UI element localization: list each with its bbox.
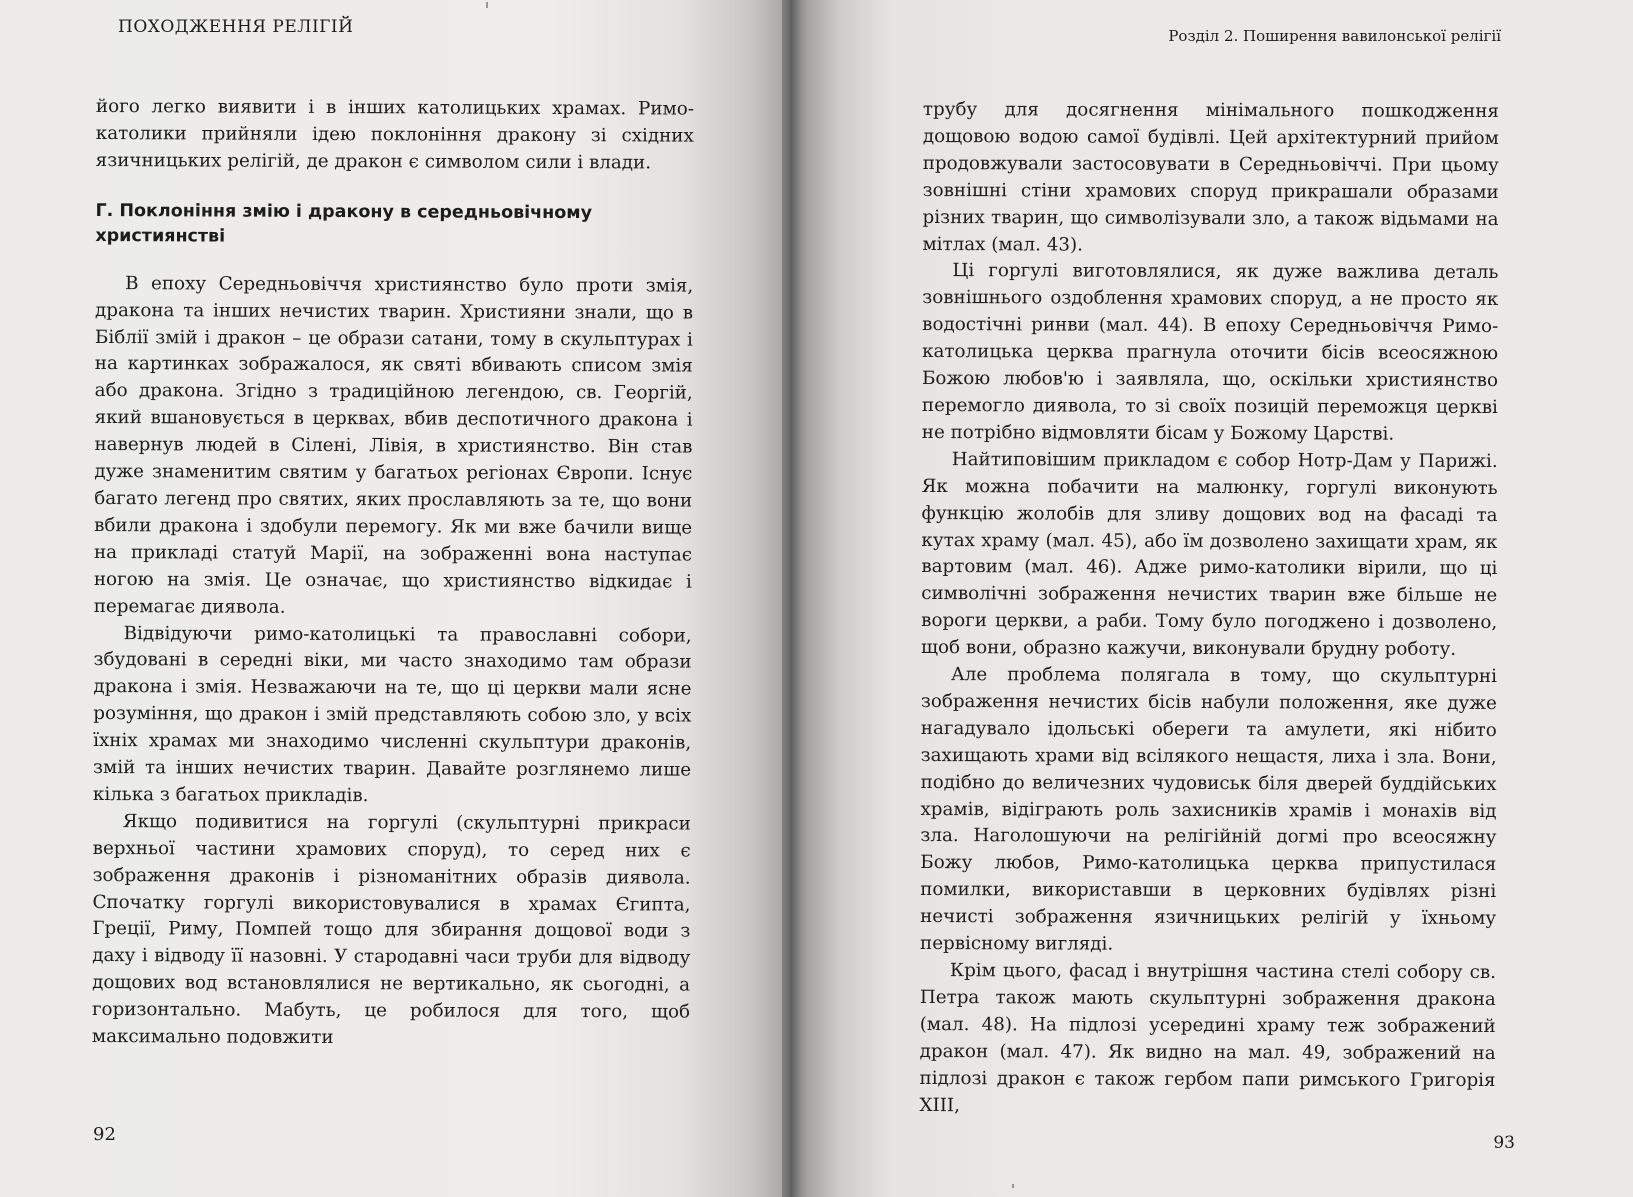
book-spine-shadow: [782, 0, 800, 1197]
page-number-right: 93: [1493, 1133, 1515, 1153]
page-number-left: 92: [93, 1124, 116, 1145]
body-paragraph: В епоху Середньовіччя християнство було проти змія, дракона та інших нечистих тварин. Християни знали, що в Біблії змій і дракон – це образи сатани, тому в скульптурах і на картинках зображалося, як святі вбивають списом змія або дракона. Згідно з традиційною легендою, св. Георгій, який вшановується в церквах, вбив деспотичного дракона і навернув людей в Сілені, Лівія, в християнство. Він став дуже знаменитим святим у багатьох регіонах Європи. Існує багато легенд про святих, яких прославляють за те, що вони вбили дракона і здобули перемогу. Як ми вже бачили вище на прикладі статуй Марії, на зображенні вона наступає ногою на змія. Це означає, що християнство відкидає і перемагає диявола.: [93, 272, 694, 618]
right-page: [790, 0, 1633, 1197]
body-paragraph: Крім цього, фасад і внутрішня частина стелі собору св. Петра також мають скульптурні зображення дракона (мал. 48). На підлозі усередині храму теж зображений дракон (мал. 47). Як видно на мал. 49, зображений на підлозі дракон є також гербом папи римського Григорія XIII,: [919, 960, 1496, 1116]
body-paragraph: Відвідуючи римо-католицькі та православні собори, збудовані в середні віки, ми часто знаходимо там образи дракона і змія. Незважаючи на те, що ці церкви мали ясне розуміння, що дракон і змій представляють собою зло, у всіх їхніх храмах ми знаходимо численні скульптури драконів, змій та інших нечистих тварин. Давайте розглянемо лише кілька з багатьох прикладів.: [92, 622, 692, 807]
scan-speck: [486, 2, 488, 8]
left-page: [0, 0, 790, 1197]
body-paragraph: Найтиповішим прикладом є собор Нотр-Дам у Парижі. Як можна побачити на малюнку, горгулі виконують функцію жолобів для зливу дощових вод на фасаді та кутах храму (мал. 45), або їм дозволено захищати храм, як вартовим (мал. 46). Адже римо-католики вірили, що ці символічні зображення нечистих тварин вже більше не вороги церкви, а раби. Тому було погоджено і дозволено, щоб вони, образно кажучи, виконували брудну роботу.: [921, 448, 1498, 660]
body-paragraph: Ці горгулі виготовлялися, як дуже важлива деталь зовнішнього оздоблення храмових споруд, а не просто як водостічні ринви (мал. 44). В епоху Середньовіччя Римо-католицька церква прагнула оточити бісів всеосяжною Божою любов'ю і заявляла, що, оскільки християнство перемогло диявола, то зі своїх позицій переможця церкві не потрібно відмовляти бісам у Божому Царстві.: [921, 260, 1499, 445]
body-paragraph: Але проблема полягала в тому, що скульптурні зображення нечистих бісів набули положення, яке дуже нагадувало ідольські обереги та амулети, які нібито захищають храми від всілякого нещастя, лиха і зла. Вони, подібно до величезних чудовиськ біля дверей буддійських храмів, відіграють роль захисників храмів і монахів від зла. Наголошуючи на релігійній догмі про всеосяжну Божу любов, Римо-католицька церква припустилася помилки, використавши в церковних будівлях різні нечисті зображення язичницьких релігій у їхньому первісному вигляді.: [920, 664, 1498, 955]
left-page-body: [92, 94, 694, 1054]
intro-paragraph: його легко виявити і в інших католицьких храмах. Римо-католики прийняли ідею поклоніння дракону зі східних язичницьких релігій, де дракон є символом сили і влади.: [95, 95, 694, 174]
running-head-left: ПОХОДЖЕННЯ РЕЛІГІЙ: [118, 17, 354, 37]
body-paragraph: Якщо подивитися на горгулі (скульптурні прикраси верхньої частини храмових споруд), то серед них є зображення драконів і різноманітних образів диявола. Спочатку горгулі використовувалися в храмах Єгипта, Греції, Риму, Помпей тощо для збирання дощової води з даху і відводу її назовні. У стародавні часи труби для відводу дощових вод встановлялися не вертикально, як сьогодні, а горизонтально. Мабуть, це робилося для того, щоб максимально подовжити: [91, 810, 691, 1049]
continuation-paragraph: трубу для досягнення мінімального пошкодження дощовою водою самої будівлі. Цей архітектурний прийом продовжували застосовувати в Середньовіччі. При цьому зовнішні стіни храмових споруд прикрашали образами різних тварин, що символізували зло, а також відьмами на мітлах (мал. 43).: [922, 98, 1499, 256]
right-page-body: [919, 97, 1499, 1121]
running-head-right: Розділ 2. Поширення вавилонської релігії: [1168, 27, 1501, 45]
scan-speck: [1012, 1184, 1014, 1188]
section-heading: Г. Поклоніння змію і дракону в середньовічному християнстві: [95, 200, 593, 247]
